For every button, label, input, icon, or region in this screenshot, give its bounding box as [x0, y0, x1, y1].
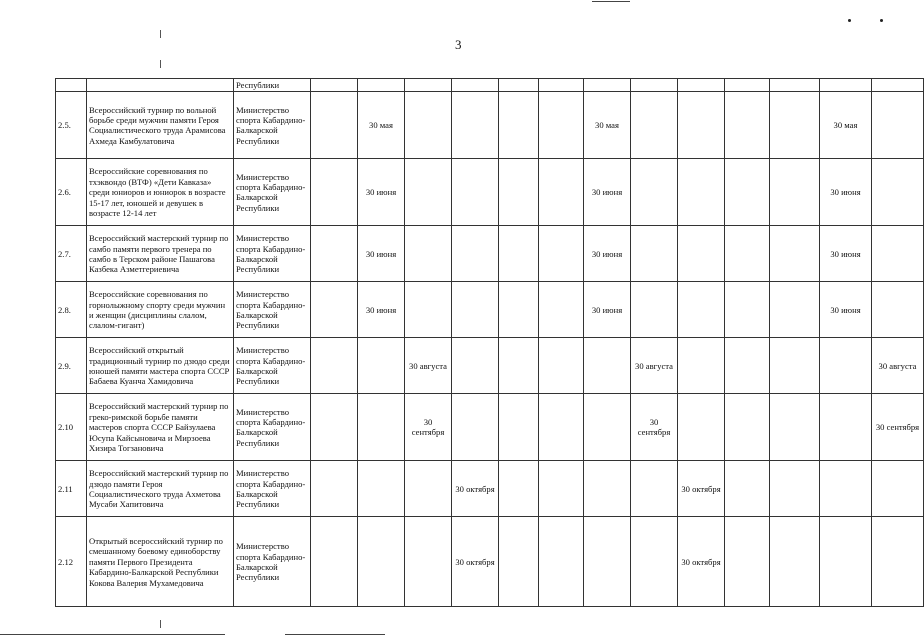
date-cell: [770, 226, 820, 282]
table-row: [56, 92, 924, 159]
date-cell: [539, 92, 584, 159]
row-number: 2.11: [56, 461, 87, 517]
date-cell: [820, 517, 872, 607]
date-cell: 30 октября: [452, 517, 499, 607]
date-cell: [405, 92, 452, 159]
event-name: Всероссийский открытый традиционный турнир по дзюдо среди юношей памяти мастера спорта СССР Бабаева Куанча Хамидовича: [87, 338, 234, 394]
date-cell: [872, 92, 924, 159]
table-row: [56, 338, 924, 394]
date-cell: [678, 92, 725, 159]
organizer: Министерство спорта Кабардино-Балкарской Республики: [234, 394, 311, 461]
date-cell: [499, 461, 539, 517]
event-name: Всероссийский мастерский турнир по самбо памяти первого тренера по самбо в Терском районе Пашагова Казбека Азметгериевича: [87, 226, 234, 282]
organizer: Министерство спорта Кабардино-Балкарской Республики: [234, 226, 311, 282]
date-cell: 30 октября: [678, 461, 725, 517]
date-cell: [770, 394, 820, 461]
footer-rule: [0, 634, 225, 635]
date-cell: [631, 226, 678, 282]
date-cell: [311, 517, 358, 607]
date-cell: 30 сентября: [405, 394, 452, 461]
date-cell: [311, 461, 358, 517]
date-cell: 30 июня: [358, 159, 405, 226]
date-cell: [539, 282, 584, 338]
date-cell: [631, 282, 678, 338]
date-cell: [311, 394, 358, 461]
date-cell: 30 октября: [452, 461, 499, 517]
table-row: [56, 517, 924, 607]
organizer: Министерство спорта Кабардино-Балкарской Республики: [234, 461, 311, 517]
date-cell: [499, 394, 539, 461]
date-cell: [725, 282, 770, 338]
row-number: 2.9.: [56, 338, 87, 394]
date-cell: [820, 461, 872, 517]
date-cell: 30 августа: [872, 338, 924, 394]
organizer: Министерство спорта Кабардино-Балкарской Республики: [234, 517, 311, 607]
event-name: Всероссийский мастерский турнир по дзюдо памяти Героя Социалистического труда Ахметова Мусаби Хапитовича: [87, 461, 234, 517]
date-cell: 30 мая: [358, 92, 405, 159]
row-number: 2.7.: [56, 226, 87, 282]
date-cell: [405, 159, 452, 226]
date-cell: [872, 282, 924, 338]
date-cell: 30 июня: [584, 282, 631, 338]
date-cell: [725, 338, 770, 394]
table-row: [56, 461, 924, 517]
row-number: 2.6.: [56, 159, 87, 226]
date-cell: [872, 517, 924, 607]
date-cell: [725, 461, 770, 517]
event-name: Всероссийский турнир по вольной борьбе среди мужчин памяти Героя Социалистического труда Арамисова Ахмеда Камбулатовича: [87, 92, 234, 159]
scan-mark: [160, 620, 161, 628]
row-number: 2.12: [56, 517, 87, 607]
date-cell: [405, 461, 452, 517]
date-cell: 30 июня: [584, 159, 631, 226]
date-cell: [499, 92, 539, 159]
date-cell: [311, 92, 358, 159]
scan-dot: [848, 19, 851, 22]
organizer: Министерство спорта Кабардино-Балкарской Республики: [234, 338, 311, 394]
scan-mark: [160, 60, 161, 68]
date-cell: [678, 282, 725, 338]
date-cell: 30 сентября: [872, 394, 924, 461]
table-row-continuation: [56, 79, 924, 92]
date-cell: [872, 159, 924, 226]
date-cell: [405, 517, 452, 607]
date-cell: [405, 226, 452, 282]
table-row: [56, 226, 924, 282]
organizer: Министерство спорта Кабардино-Балкарской Республики: [234, 92, 311, 159]
date-cell: [584, 338, 631, 394]
date-cell: 30 мая: [584, 92, 631, 159]
date-cell: 30 сентября: [631, 394, 678, 461]
date-cell: [499, 338, 539, 394]
date-cell: [311, 226, 358, 282]
scan-mark: [160, 30, 161, 38]
event-name: Всероссийские соревнования по горнолыжному спорту среди мужчин и женщин (дисциплины слалом, слалом-гигант): [87, 282, 234, 338]
date-cell: [539, 394, 584, 461]
date-cell: 30 июня: [820, 282, 872, 338]
date-cell: [358, 517, 405, 607]
table-row: [56, 282, 924, 338]
date-cell: [631, 461, 678, 517]
date-cell: [725, 226, 770, 282]
date-cell: [539, 338, 584, 394]
date-cell: 30 августа: [631, 338, 678, 394]
date-cell: 30 мая: [820, 92, 872, 159]
date-cell: 30 октября: [678, 517, 725, 607]
date-cell: 30 июня: [820, 226, 872, 282]
date-cell: [358, 338, 405, 394]
date-cell: [539, 159, 584, 226]
date-cell: [872, 461, 924, 517]
date-cell: [311, 159, 358, 226]
page-number: 3: [455, 37, 462, 52]
date-cell: [725, 517, 770, 607]
date-cell: [678, 226, 725, 282]
date-cell: [820, 394, 872, 461]
event-name: Всероссийские соревнования по тхэквондо (ВТФ) «Дети Кавказа» среди юниоров и юниорок в возрасте 15-17 лет, юношей и девушек в возрасте 12-14 лет: [87, 159, 234, 226]
date-cell: [770, 338, 820, 394]
event-name: Всероссийский мастерский турнир по греко-римской борьбе памяти мастеров спорта СССР Байзулаева Юсупа Кайсыновича и Мирзоева Хизира Тогзановича: [87, 394, 234, 461]
date-cell: 30 августа: [405, 338, 452, 394]
date-cell: [770, 461, 820, 517]
date-cell: [631, 159, 678, 226]
row-number: 2.5.: [56, 92, 87, 159]
date-cell: [872, 226, 924, 282]
date-cell: [678, 338, 725, 394]
date-cell: [311, 338, 358, 394]
date-cell: [499, 159, 539, 226]
date-cell: [725, 159, 770, 226]
row-number: 2.10: [56, 394, 87, 461]
date-cell: [584, 461, 631, 517]
date-cell: [770, 92, 820, 159]
date-cell: [499, 517, 539, 607]
date-cell: [770, 282, 820, 338]
row-number: 2.8.: [56, 282, 87, 338]
footer-rule: [285, 634, 385, 635]
table-row: [56, 394, 924, 461]
date-cell: [452, 226, 499, 282]
date-cell: [499, 282, 539, 338]
date-cell: [452, 159, 499, 226]
date-cell: [725, 92, 770, 159]
date-cell: [539, 461, 584, 517]
date-cell: [452, 394, 499, 461]
table-row: [56, 159, 924, 226]
date-cell: [405, 282, 452, 338]
event-name: Открытый всероссийский турнир по смешанному боевому единоборству памяти Первого Президента Кабардино-Балкарской Республики Кокова Валерия Мухамедовича: [87, 517, 234, 607]
date-cell: [358, 461, 405, 517]
date-cell: [584, 517, 631, 607]
date-cell: 30 июня: [358, 226, 405, 282]
scan-line-top: [592, 1, 630, 2]
date-cell: 30 июня: [358, 282, 405, 338]
organizer: Министерство спорта Кабардино-Балкарской Республики: [234, 282, 311, 338]
date-cell: [678, 394, 725, 461]
date-cell: [631, 517, 678, 607]
date-cell: [539, 517, 584, 607]
date-cell: [358, 394, 405, 461]
date-cell: [631, 92, 678, 159]
date-cell: 30 июня: [820, 159, 872, 226]
events-table: [55, 78, 924, 607]
organizer: Министерство спорта Кабардино-Балкарской Республики: [234, 159, 311, 226]
date-cell: [770, 517, 820, 607]
date-cell: [311, 282, 358, 338]
date-cell: [770, 159, 820, 226]
date-cell: [452, 282, 499, 338]
date-cell: [678, 159, 725, 226]
date-cell: [820, 338, 872, 394]
date-cell: [452, 338, 499, 394]
date-cell: [584, 394, 631, 461]
date-cell: [539, 226, 584, 282]
date-cell: [452, 92, 499, 159]
date-cell: [499, 226, 539, 282]
scan-dot: [880, 19, 883, 22]
date-cell: 30 июня: [584, 226, 631, 282]
org-cell: Республики: [234, 79, 311, 92]
date-cell: [725, 394, 770, 461]
